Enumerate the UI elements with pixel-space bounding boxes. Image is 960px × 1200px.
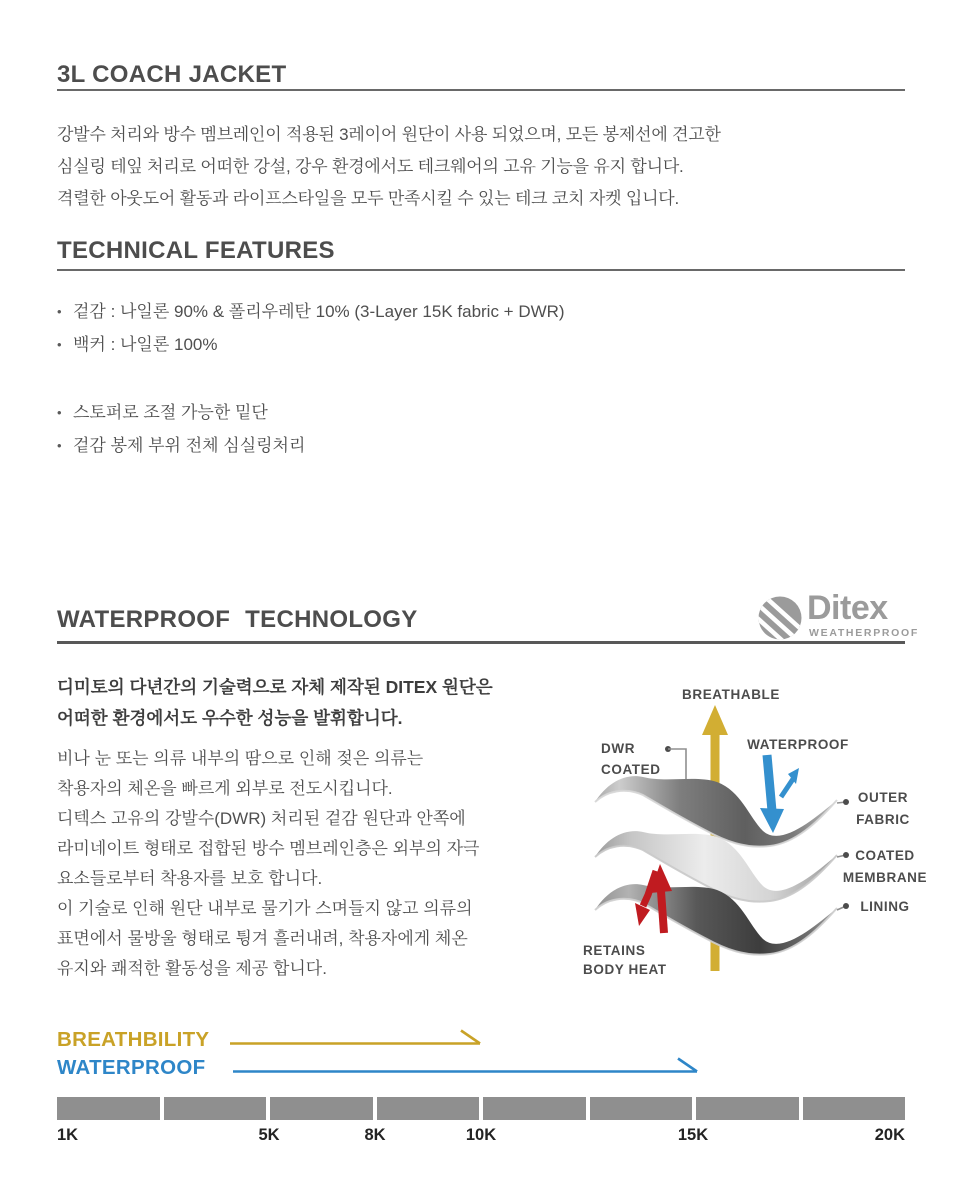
list-item <box>57 396 305 429</box>
list-item-text: 겉감 봉제 부위 전체 심실링처리 <box>73 436 306 455</box>
details-list <box>57 396 305 462</box>
jacket-section-title: 3L COACH JACKET <box>57 61 287 88</box>
materials-list <box>57 295 565 361</box>
coated-membrane-label: COATED <box>855 848 915 863</box>
lining-label: LINING <box>860 899 910 914</box>
dwr-coated-label: COATED <box>601 762 661 777</box>
technical-features-title: TECHNICAL FEATURES <box>57 237 335 264</box>
list-item-text: 백커 : 나일론 100% <box>73 335 218 354</box>
bullet-icon: • <box>57 304 62 319</box>
text-line: 어떠한 환경에서도 우수한 성능을 발휘합니다. <box>57 708 403 728</box>
breathability-label: BREATHBILITY <box>57 1028 210 1051</box>
scale-tick-label: 10K <box>465 1126 497 1144</box>
waterproof-arrow <box>760 755 799 833</box>
scale-segment <box>377 1097 480 1120</box>
bullet-icon: • <box>57 405 62 420</box>
coated-membrane-label: MEMBRANE <box>842 870 928 885</box>
ditex-logo-mark-icon <box>756 592 804 642</box>
outer-fabric-label: FABRIC <box>856 812 910 827</box>
logo-tagline: WEATHERPROOF <box>809 627 920 639</box>
scale-segment <box>590 1097 693 1120</box>
scale-segment <box>803 1097 906 1120</box>
dwr-coated-label: DWR <box>601 741 636 756</box>
ditex-logo <box>756 589 920 646</box>
scale-segment <box>164 1097 267 1120</box>
bullet-icon: • <box>57 337 62 352</box>
text-line: 라미네이트 형태로 접합된 방수 멤브레인층은 외부의 자극 <box>57 839 480 858</box>
scale-segment <box>57 1097 160 1120</box>
fabric-layers-diagram <box>555 665 955 1005</box>
list-item <box>57 328 565 361</box>
list-item-text: 겉감 : 나일론 90% & 폴리우레탄 10% (3-Layer 15K fabric + DWR) <box>73 302 565 321</box>
waterproof-label: WATERPROOF <box>57 1056 206 1079</box>
jacket-intro-paragraph <box>57 119 721 215</box>
scale-tick-label: 1K <box>57 1126 79 1144</box>
scale-segment <box>696 1097 799 1120</box>
scale-tick-label: 20K <box>874 1126 905 1144</box>
rating-scale-bar <box>57 1097 905 1120</box>
list-item-text: 스토퍼로 조절 가능한 밑단 <box>73 403 268 422</box>
callout-line <box>668 749 686 779</box>
retains-body-heat-label: RETAINS <box>583 943 646 958</box>
breathable-arrow-head <box>702 705 728 735</box>
text-line: 이 기술로 인해 원단 내부로 물기가 스며들지 않고 의류의 <box>57 899 473 918</box>
scale-segment <box>270 1097 373 1120</box>
outer-fabric-label: OUTER <box>857 790 909 805</box>
text-line: 유지와 쾌적한 활동성을 제공 합니다. <box>57 959 327 978</box>
technical-features-underline <box>57 269 905 271</box>
waterproof-technology-underline <box>57 641 905 644</box>
text-line: 디미토의 다년간의 기술력으로 자체 제작된 DITEX 원단은 <box>57 677 493 697</box>
breathable-label: BREATHABLE <box>682 687 780 702</box>
callout-dot <box>843 852 849 858</box>
text-line: 디텍스 고유의 강발수(DWR) 처리된 겉감 원단과 안쪽에 <box>57 809 466 828</box>
waterproof-intro-paragraph <box>57 672 493 734</box>
bullet-icon: • <box>57 438 62 453</box>
waterproof-line <box>233 1057 699 1075</box>
text-line: 표면에서 물방울 형태로 튕겨 흘러내려, 착용자에게 체온 <box>57 929 468 948</box>
breathability-line <box>230 1029 482 1047</box>
scale-tick-label: 15K <box>677 1126 709 1144</box>
retains-body-heat-label: BODY HEAT <box>583 962 667 977</box>
scale-segment <box>483 1097 586 1120</box>
text-line: 요소들로부터 착용자를 보호 합니다. <box>57 869 323 888</box>
text-line: 격렬한 아웃도어 활동과 라이프스타일을 모두 만족시킬 수 있는 테크 코치 자켓 입니다. <box>57 189 680 208</box>
scale-tick-label: 5K <box>258 1126 280 1144</box>
scale-tick-label: 8K <box>364 1126 386 1144</box>
callout-dot <box>843 799 849 805</box>
callout-dot <box>843 903 849 909</box>
text-line: 착용자의 체온을 빠르게 외부로 전도시킵니다. <box>57 779 393 798</box>
waterproof-body-paragraph <box>57 744 479 984</box>
logo-name: Ditex <box>807 589 888 627</box>
waterproof-technology-title: WATERPROOF TECHNOLOGY <box>57 606 418 633</box>
text-line: 심실링 테잎 처리로 어떠한 강설, 강우 환경에서도 테크웨어의 고유 기능을 유지 합니다. <box>57 157 684 176</box>
waterproof-label: WATERPROOF <box>747 737 849 752</box>
text-line: 비나 눈 또는 의류 내부의 땀으로 인해 젖은 의류는 <box>57 749 424 768</box>
text-line: 강발수 처리와 방수 멤브레인이 적용된 3레이어 원단이 사용 되었으며, 모든 봉제선에 견고한 <box>57 125 721 144</box>
list-item <box>57 429 305 462</box>
list-item <box>57 295 565 328</box>
title-underline <box>57 89 905 91</box>
